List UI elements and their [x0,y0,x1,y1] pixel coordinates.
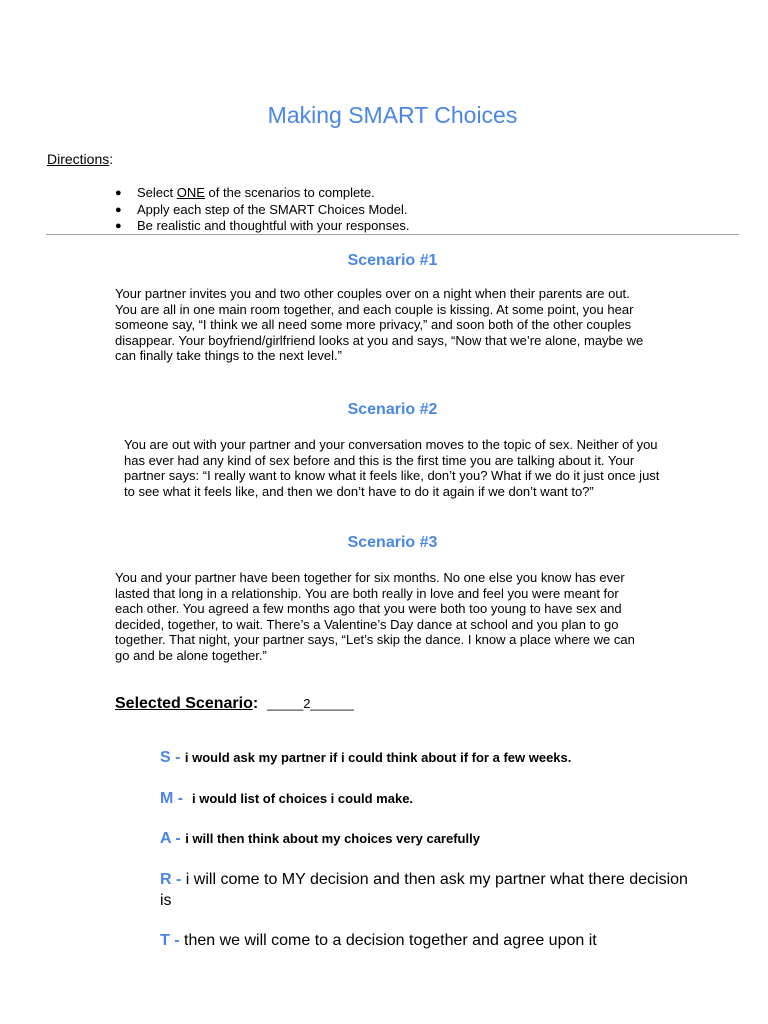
item-text: Select [137,185,177,200]
text-line: each other. You agreed a few months ago that you were both too young to have sex and [115,601,622,617]
smart-letter: A - [160,830,181,847]
smart-letter: M - [160,790,184,807]
divider [46,234,739,235]
item-text: Apply each step of the SMART Choices Model. [137,201,408,217]
text-line: You are all in one main room together, and each couple is kissing. At some point, you hear [115,301,634,317]
directions-colon: : [109,151,114,167]
smart-step-r [160,869,690,911]
text-line: You are out with your partner and your conversation moves to the topic of sex. Neither of you [124,437,658,452]
smart-answer: i would list of choices i could make. [192,791,414,806]
text-line: You and your partner have been together for six months. No one else you know has ever [115,570,625,585]
item-text: of the scenarios to complete. [204,185,375,200]
scenario-2-heading: Scenario #2 [347,401,438,418]
smart-answer: i will come to MY decision and then ask my partner what there decision is [160,871,688,909]
smart-step-a [160,830,680,848]
bullet-icon: ● [115,203,122,216]
text-line: partner says: “I really want to know what it feels like, don’t you? What if we do it just once just [124,468,660,484]
smart-answer: then we will come to a decision together and agree upon it [184,932,597,949]
directions-label: Directions [47,151,110,167]
smart-step-m [160,790,680,808]
page-title: Making SMART Choices [267,102,518,128]
list-item [115,202,409,219]
smart-letter: T - [160,932,180,949]
text-line: someone say, “I think we all need some more privacy,” and soon both of the other couples [115,317,632,333]
smart-letter: R - [160,871,182,888]
directions-heading [47,151,113,167]
list-item [115,185,409,202]
text-line: lasted that long in a relationship. You are both really in love and feel you were meant for [115,585,619,601]
directions-list [115,185,409,235]
text-line: go and be alone together.” [115,647,267,663]
text-line: Your partner invites you and two other couples over on a night when their parents are out. [115,286,630,301]
text-line: has ever had any kind of sex before and this is the first time you are talking about it. Your [124,452,635,468]
scenario-3-text [115,570,635,664]
scenario-2-text [124,437,659,499]
selected-scenario-colon: : [252,695,259,712]
text-line: decided, together, to wait. There’s a Valentine’s Day dance at school and you plan to go [115,616,619,632]
smart-step-s [160,749,680,767]
smart-answer: i would ask my partner if i could think about if for a few weeks. [184,750,572,765]
scenario-1-text [115,286,643,364]
bullet-icon: ● [115,187,122,199]
item-text: Be realistic and thoughtful with your responses. [137,218,410,233]
smart-answer: i will then think about my choices very carefully [185,831,480,846]
selected-scenario-value: _____2______ [267,696,354,711]
scenario-1-heading: Scenario #1 [347,252,438,269]
text-line: can finally take things to the next level.” [115,348,342,364]
bullet-icon: ● [115,220,122,232]
scenario-3-heading: Scenario #3 [347,534,438,551]
item-emphasis: ONE [176,185,205,200]
text-line: disappear. Your boyfriend/girlfriend looks at you and says, “Now that we’re alone, maybe we [115,332,644,348]
selected-scenario [115,695,354,713]
text-line: together. That night, your partner says, “Let’s skip the dance. I know a place where we can [115,632,635,648]
smart-step-t [160,930,720,951]
text-line: to see what it feels like, and then we don’t have to do it again if we don’t want to?” [124,483,594,499]
smart-letter: S - [160,749,181,766]
selected-scenario-label: Selected Scenario [115,695,253,712]
list-item [115,218,409,235]
